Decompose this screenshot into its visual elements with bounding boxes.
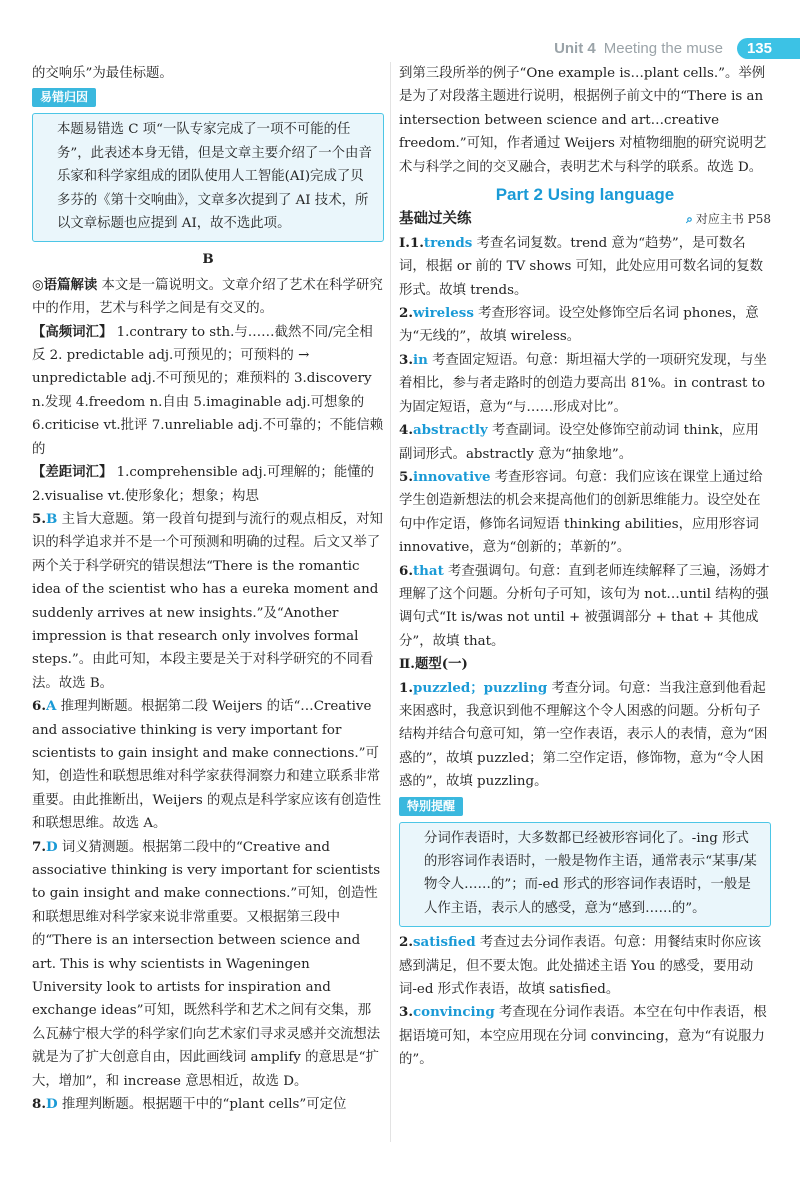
- answer-word: innovative: [412, 468, 491, 485]
- page-header: [554, 36, 800, 60]
- reading-label: ◎语篇解读: [32, 276, 98, 293]
- answer-item: 2.wireless 考查形容词。设空处修饰空后名词 phones，意为“无线的”，故填 wireless。: [399, 305, 759, 345]
- answer-item: 1.puzzled；puzzling 考查分词。句意：当我注意到他看起来困惑时，我意识到他不理解这个令人困惑的问题。分析句子结构并结合句意可知，第一空作表语，表示人的表情，意为“困惑的”，故填 puzzled；第二空作定语，修饰物，意为“令人困惑的”，故填 puzzling。: [399, 679, 768, 790]
- gap-label: 【差距词汇】: [32, 464, 113, 481]
- answer-word: puzzled；puzzling: [412, 679, 548, 696]
- answer-item: 5.innovative 考查形容词。句意：我们应该在课堂上通过给学生创造新想法的机会来提高他们的创新思维能力。设空处在句中作定语，修饰名词短语 thinking abilities，应用形容词 innovative，意为“创新的；革新的”。: [399, 468, 763, 556]
- column-divider: [390, 62, 391, 1142]
- answer-word: in: [412, 351, 428, 368]
- error-text: 本题易错选 C 项“一队专家完成了一项不可能的任务”，此表述本身无错，但是文章主要介绍了一个由音乐家和科学家组成的团队使用人工智能(AI)完成了贝多芬的《第十交响曲》，文章多次提到了 AI 技术，所以文章标题也应提到 AI，故不选此项。: [57, 122, 372, 232]
- page-number: 135: [737, 38, 800, 59]
- answer-7: 7.D 词义猜测题。根据第二段中的“Creative and associative thinking is very important for scientists to gain insight and make connections.”可知，创造性和联想思维对科学家来说非常重要。又根据第三段中的“There is an intersection between science and art. This is why scientists in Wageningen University look to artists for inspiration and exchange ideas”可知，既然科学和艺术之间有交集，那么瓦赫宁根大学的科学家们向艺术家们寻求灵感并交流想法就是为了扩大创意自由，因此画线词 amplify 的意思是“扩大，增加”，和 increase 意思相近，故选 D。: [32, 838, 381, 1089]
- reference: [686, 208, 771, 231]
- answer-word: trends: [423, 234, 473, 251]
- section-2-title: Ⅱ.题型(一): [399, 656, 468, 673]
- error-box: [32, 113, 384, 242]
- tip-tag: 特别提醒: [399, 797, 463, 816]
- section-1-list: [399, 232, 771, 653]
- answer-letter: A: [45, 698, 57, 715]
- freq-vocab: [32, 321, 384, 461]
- gap-vocab: [32, 461, 384, 508]
- continued-text: 到第三段所举的例子“One example is…plant cells.”。举例是为了对段落主题进行说明，根据例子前文中的“There is an intersection between science and art…creative freedom.”可知，作者通过 Weijers 对植物细胞的研究说明艺术与科学之间的交叉融合，表明艺术与科学的联系。故选 D。: [399, 66, 767, 175]
- reading-text: 本文是一篇说明文。文章介绍了艺术在科学研究中的作用，艺术与科学之间是有交叉的。: [32, 277, 383, 317]
- basic-section-header: [399, 208, 771, 231]
- unit-subtitle: Meeting the muse: [603, 39, 723, 57]
- basic-title: 基础过关练: [399, 211, 472, 228]
- answer-word: abstractly: [412, 422, 488, 439]
- answer-letter: D: [45, 838, 58, 855]
- answer-6: 6.A 推理判断题。根据第二段 Weijers 的话“…Creative and associative thinking is very important for scientists to gain insight and make connections.”可知，创造性和联想思维对科学家获得洞察力和建立联系非常重要。由此推断出，Weijers 的观点是科学家应该有创造性和联想思维。故选 A。: [32, 698, 382, 832]
- right-column: [399, 62, 771, 1072]
- answer-word: that: [412, 562, 444, 579]
- answer-word: satisfied: [412, 934, 476, 951]
- left-column: [32, 62, 384, 1116]
- unit-label: Unit 4: [554, 39, 596, 57]
- tip-box: [399, 822, 771, 928]
- tip-text: 分词作表语时，大多数都已经被形容词化了。-ing 形式的形容词作表语时，一般是物作主语，通常表示“某事/某物令人……的”；而-ed 形式的形容词作表语时，一般是人作主语，表示人的感受，意为“感到……的”。: [424, 830, 757, 916]
- answer-item: 4.abstractly 考查副词。设空处修饰空前动词 think，应用副词形式。abstractly 意为“抽象地”。: [399, 422, 759, 462]
- answer-item: 2.satisfied 考查过去分词作表语。句意：用餐结束时你应该感到满足，但不要太饱。此处描述主语 You 的感受，要用动词-ed 形式作表语，故填 satisfied。: [399, 934, 762, 998]
- error-tag: 易错归因: [32, 88, 96, 107]
- answer-item: 6.that 考查强调句。句意：直到老师连续解释了三遍，汤姆才理解了这个问题。分析句子可知，该句为 not…until 结构的强调句式“It is/was not until + 被强调部分 + that + 其他成分”，故填 that。: [399, 562, 770, 649]
- answer-8: 8.D 推理判断题。根据题干中的“plant cells”可定位: [32, 1096, 347, 1113]
- reading-analysis: [32, 274, 384, 321]
- part-title: Part 2 Using language: [495, 185, 675, 205]
- answer-item: 3.convincing 考查现在分词作表语。本空在句中作表语，根据语境可知，本空应用现在分词 convincing，意为“有说服力的”。: [399, 1004, 767, 1068]
- freq-label: 【高频词汇】: [32, 323, 113, 340]
- answer-letter: B: [45, 510, 58, 527]
- section-2a-list: [399, 677, 771, 794]
- answer-letter: D: [45, 1096, 58, 1113]
- search-icon: ⌕: [686, 212, 693, 227]
- section-2b-list: [399, 931, 771, 1071]
- gap-text: 1.comprehensible adj.可理解的；能懂的 2.visualise vt.使形象化；想象；构思: [32, 465, 374, 504]
- answer-item: 3.in 考查固定短语。句意：斯坦福大学的一项研究发现，与坐着相比，参与者走路时的创造力要高出 81%。in contrast to 为固定短语，意为“与……形成对比”。: [399, 351, 767, 415]
- answer-word: wireless: [412, 305, 474, 322]
- reference-text: 对应主书 P58: [695, 212, 771, 227]
- freq-text: 1.contrary to sth.与……截然不同/完全相反 2. predictable adj.可预见的；可预料的 → unpredictable adj.不可预见的；难预料的 3.discovery n.发现 4.freedom n.自由 5.imaginable adj.可想象的 6.criticise vt.批评 7.unreliable adj.不可靠的；不能信赖的: [32, 324, 384, 457]
- answer-5: 5.B 主旨大意题。第一段首句提到与流行的观点相反，对知识的科学追求并不是一个可预测和明确的过程。后文又举了两个关于科学研究的错误想法“There is the romantic idea of the scientist who has a eureka moment and suddenly arrives at new insights.”及“Another impression is that research only involves formal steps.”。由此可知，本段主要是关于对科学研究的不同看法。故选 B。: [32, 510, 383, 691]
- section-b: B: [202, 251, 214, 268]
- answer-item: Ⅰ.1.trends 考查名词复数。trend 意为“趋势”，是可数名词，根据 or 前的 TV shows 可知，此处应用可数名词的复数形式。故填 trends。: [399, 234, 764, 298]
- intro-end: 的交响乐”为最佳标题。: [32, 66, 173, 81]
- answer-word: convincing: [412, 1004, 495, 1021]
